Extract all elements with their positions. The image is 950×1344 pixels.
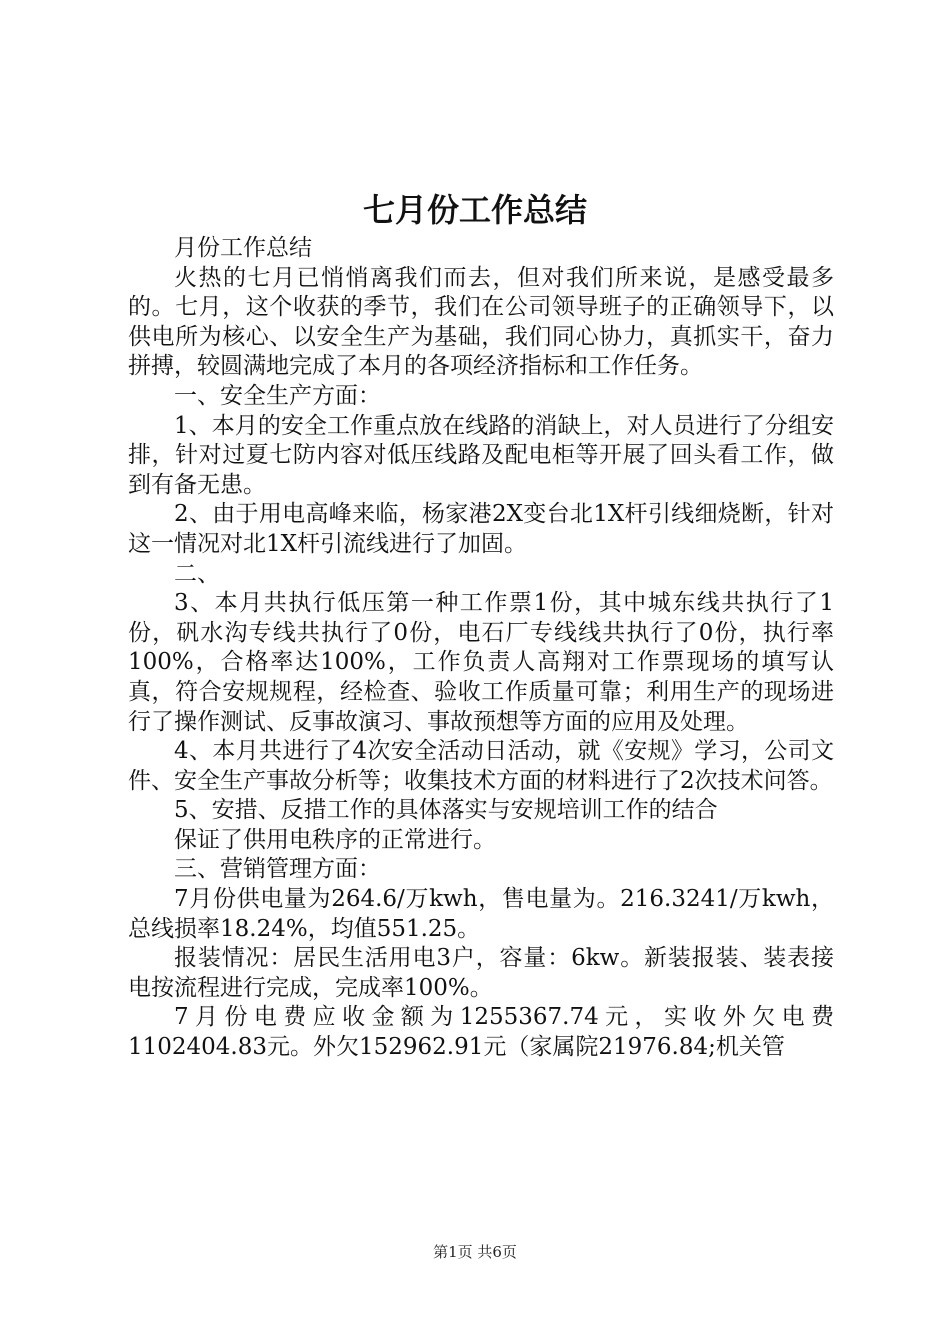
section-heading: 三、营销管理方面： [174,856,381,883]
paragraph: 保证了供用电秩序的正常进行。 [174,826,496,853]
paragraph: 3、本月共执行低压第一种工作票1份，其中城东线共执行了1份，矾水沟专线共执行了0份，电石厂专线线共执行了0份，执行率100%，合格率达100%，工作负责人高翔对工作票现场的填写认真，符合安规规程，经检查、验收工作质量可靠；利用生产的现场进行了操作测试、反事故演习、事故预想等方面的应用及处理。 [128,590,834,735]
page-footer: 第1页 共6页 [433,1243,517,1261]
paragraph: 火热的七月已悄悄离我们而去，但对我们所来说，是感受最多的。七月，这个收获的季节，我们在公司领导班子的正确领导下，以供电所为核心、以安全生产为基础，我们同心协力，真抓实干，奋力拼搏，较圆满地完成了本月的各项经济指标和工作任务。 [128,264,834,380]
section-heading: 二、 [174,560,220,587]
paragraph: 4、本月共进行了4次安全活动日活动，就《安规》学习，公司文件、安全生产事故分析等；收集技术方面的材料进行了2次技术问答。 [128,738,834,794]
section-heading: 一、安全生产方面： [174,382,381,409]
paragraph: 7月份电费应收金额为1255367.74元，实收外欠电费1102404.83元。外欠152962.91元（家属院21976.84;机关管 [128,1004,834,1061]
paragraph: 1、本月的安全工作重点放在线路的消缺上，对人员进行了分组安排，针对过夏七防内容对低压线路及配电柜等开展了回头看工作，做到有备无患。 [128,412,834,498]
paragraph: 2、由于用电高峰来临，杨家港2X变台北1X杆引线细烧断，针对这一情况对北1X杆引流线进行了加固。 [128,501,834,557]
document-title: 七月份工作总结 [362,191,587,229]
paragraph: 报装情况：居民生活用电3户，容量：6kw。新装报装、装表接电按流程进行完成，完成率100%。 [128,945,834,1001]
document-body [128,234,834,1063]
paragraph: 5、安措、反措工作的具体落实与安规培训工作的结合 [174,797,718,824]
paragraph: 7月份供电量为264.6/万kwh，售电量为。216.3241/万kwh，总线损率18.24%，均值551.25。 [128,886,834,942]
paragraph: 月份工作总结 [174,235,312,261]
